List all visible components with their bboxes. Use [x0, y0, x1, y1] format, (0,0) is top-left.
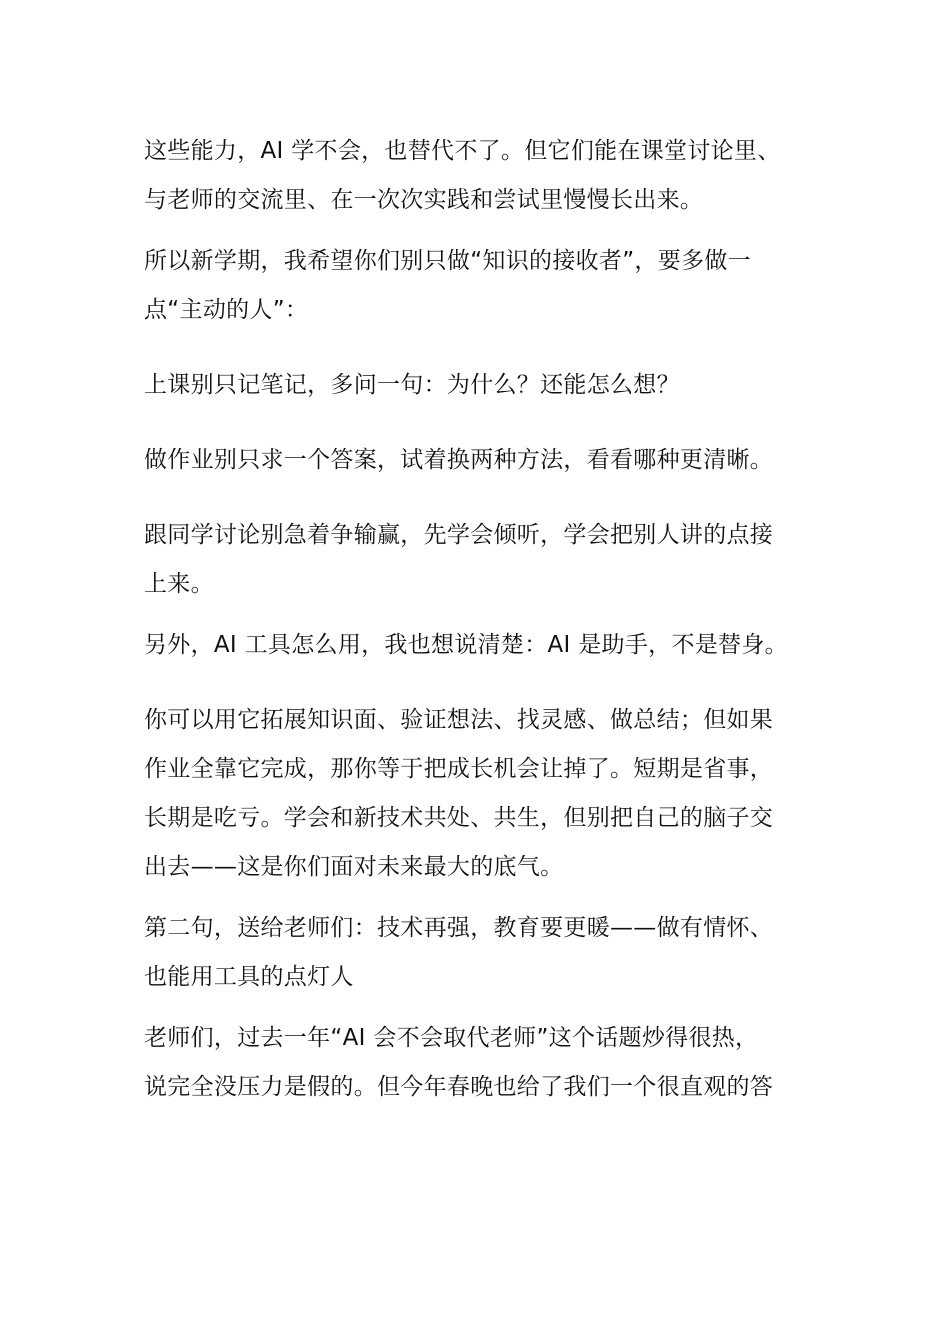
paragraph-homework: 做作业别只求一个答案，试着换两种方法，看看哪种更清晰。 [144, 447, 774, 473]
paragraph-ai-tools: 另外，AI 工具怎么用，我也想说清楚：AI 是助手，不是替身。 [144, 632, 788, 658]
paragraph-class-notes: 上课别只记笔记，多问一句：为什么？还能怎么想？ [144, 372, 680, 398]
paragraph-second-point: 第二句，送给老师们：技术再强，教育要更暖——做有情怀、 也能用工具的点灯人 [144, 915, 774, 990]
paragraph-new-semester: 所以新学期，我希望你们别只做“知识的接收者”，要多做一 点“主动的人”： [144, 248, 751, 323]
paragraph-ai-usage: 你可以用它拓展知识面、验证想法、找灵感、做总结；但如果 作业全靠它完成，那你等于把成长机会让掉了。短期是省事， 长期是吃亏。学会和新技术共处、共生，但别把自己的脑子交 出去——这是你们面对未来最大的底气。 [144, 707, 774, 880]
paragraph-discussion: 跟同学讨论别急着争输赢，先学会倾听，学会把别人讲的点接 上来。 [144, 522, 774, 597]
document-body [144, 127, 794, 1112]
paragraph-ai-abilities: 这些能力，AI 学不会，也替代不了。但它们能在课堂讨论里、 与老师的交流里、在一次次实践和尝试里慢慢长出来。 [144, 138, 781, 213]
paragraph-teachers: 老师们，过去一年“AI 会不会取代老师”这个话题炒得很热， 说完全没压力是假的。但今年春晚也给了我们一个很直观的答 [144, 1025, 774, 1100]
